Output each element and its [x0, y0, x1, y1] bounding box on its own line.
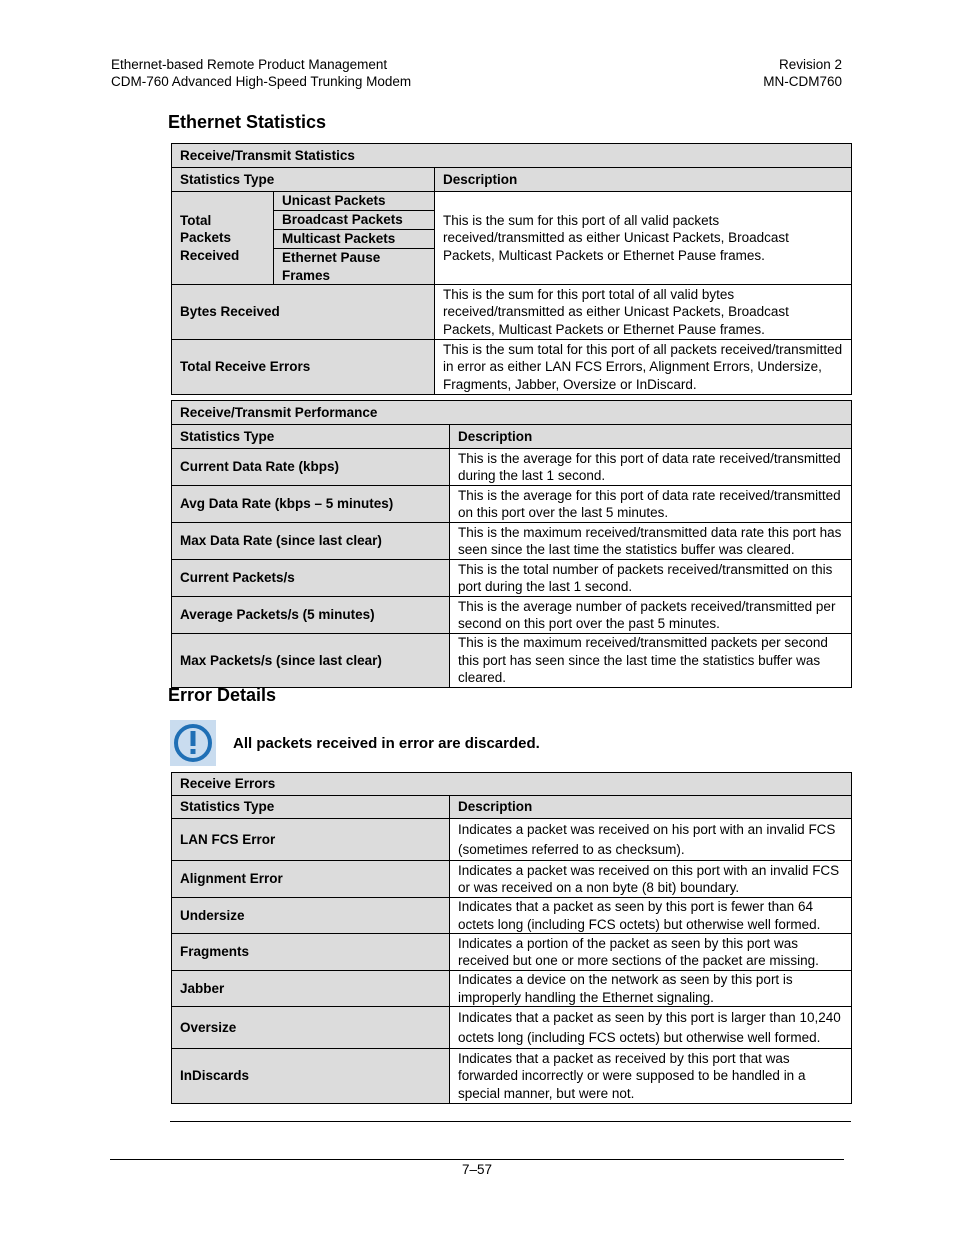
table-row [172, 934, 852, 971]
statistics-type-cell: Jabber [172, 971, 450, 1007]
statistics-type-cell: Undersize [172, 898, 450, 934]
rx-tx-performance-table [171, 400, 852, 688]
statistics-type-cell: Bytes Received [172, 285, 435, 340]
table-row [172, 861, 852, 898]
statistics-type-cell: InDiscards [172, 1049, 450, 1104]
table-row [172, 634, 852, 688]
table-row [172, 560, 852, 597]
description-cell: Indicates that a packet as received by this port that was forwarded incorrectly or were supposed to be handled in a special manner, but were not. [450, 1049, 852, 1104]
description-cell: This is the total number of packets received/transmitted on this port during the last 1 second. [450, 560, 852, 597]
table-row [172, 192, 852, 211]
header-left [111, 56, 411, 90]
statistics-type-cell: LAN FCS Error [172, 819, 450, 861]
table-header-row [172, 168, 852, 192]
column-header-description: Description [450, 796, 852, 819]
table-caption-row [172, 144, 852, 168]
note-text: All packets received in error are discarded. [233, 735, 540, 752]
table-caption: Receive Errors [172, 773, 852, 796]
table-row [172, 285, 852, 340]
table-caption-row [172, 773, 852, 796]
column-header-description: Description [435, 168, 852, 192]
subtype-broadcast-packets: Broadcast Packets [274, 211, 435, 230]
column-header-type: Statistics Type [172, 796, 450, 819]
description-cell: This is the sum for this port total of all valid bytes received/transmitted as either Unicast Packets, Broadcast Packets, Multicast Packets or Ethernet Pause frames. [435, 285, 852, 340]
statistics-type-cell: Current Packets/s [172, 560, 450, 597]
page-number: 7–57 [461, 1162, 493, 1177]
receive-errors-table [171, 772, 852, 1104]
description-cell: This is the sum total for this port of all packets received/transmitted in error as either LAN FCS Errors, Alignment Errors, Undersize, Fragments, Jabber, Oversize or InDiscard. [435, 340, 852, 395]
table-row [172, 1049, 852, 1104]
total-packets-label-line2: Received [180, 247, 240, 263]
header-right [763, 56, 842, 90]
description-cell: This is the maximum received/transmitted data rate this port has seen since the last time the statistics buffer was cleared. [450, 523, 852, 560]
header-product-name: CDM-760 Advanced High-Speed Trunking Modem [111, 74, 412, 89]
description-cell: This is the average for this port of data rate received/transmitted during the last 1 second. [450, 449, 852, 486]
header-doc-number: MN-CDM760 [763, 74, 842, 89]
statistics-type-cell: Total Receive Errors [172, 340, 435, 395]
statistics-type-cell: Avg Data Rate (kbps – 5 minutes) [172, 486, 450, 523]
column-header-description: Description [450, 425, 852, 449]
table-row [172, 1007, 852, 1049]
section-heading-ethernet-statistics: Ethernet Statistics [168, 112, 327, 132]
statistics-type-cell: Alignment Error [172, 861, 450, 898]
section-heading-error-details: Error Details [168, 685, 277, 705]
table-row [172, 597, 852, 634]
table-header-row [172, 425, 852, 449]
table-row [172, 971, 852, 1007]
total-packets-description: This is the sum for this port of all valid packets received/transmitted as either Unicast Packets, Broadcast Packets, Multicast Packets or Ethernet Pause frames. [435, 192, 852, 285]
section-end-divider [170, 1121, 851, 1122]
description-cell: Indicates that a packet as seen by this port is larger than 10,240 octets long (including FCS octets) but otherwise well formed. [450, 1007, 852, 1049]
info-note-icon [170, 720, 216, 766]
table-row [172, 486, 852, 523]
description-cell: Indicates that a packet as seen by this port is fewer than 64 octets long (including FCS octets) but otherwise well formed. [450, 898, 852, 934]
statistics-type-cell: Average Packets/s (5 minutes) [172, 597, 450, 634]
description-cell: Indicates a packet was received on this port with an invalid FCS or was received on a non byte (8 bit) boundary. [450, 861, 852, 898]
subtype-ethernet-pause-frames: Ethernet Pause Frames [274, 249, 435, 285]
description-cell: This is the average number of packets received/transmitted per second on this port over the past 5 minutes. [450, 597, 852, 634]
statistics-type-cell: Current Data Rate (kbps) [172, 449, 450, 486]
statistics-type-cell: Fragments [172, 934, 450, 971]
column-header-type: Statistics Type [172, 168, 435, 192]
total-packets-received-label [172, 192, 274, 285]
description-cell: Indicates a portion of the packet as seen by this port was received but one or more sections of the packet are missing. [450, 934, 852, 971]
table-row [172, 819, 852, 861]
table-caption: Receive/Transmit Performance [172, 401, 852, 425]
column-header-type: Statistics Type [172, 425, 450, 449]
footer-divider [110, 1159, 844, 1160]
statistics-type-cell: Oversize [172, 1007, 450, 1049]
description-cell: Indicates a device on the network as seen by this port is improperly handling the Ethernet signaling. [450, 971, 852, 1007]
header-revision: Revision 2 [778, 57, 842, 72]
table-caption-row [172, 401, 852, 425]
statistics-type-cell: Max Packets/s (since last clear) [172, 634, 450, 688]
table-row [172, 898, 852, 934]
subtype-unicast-packets: Unicast Packets [274, 192, 435, 211]
total-packets-label-line1: Total Packets [180, 212, 232, 246]
table-row [172, 449, 852, 486]
table-header-row [172, 796, 852, 819]
description-cell: This is the average for this port of data rate received/transmitted on this port over the last 5 minutes. [450, 486, 852, 523]
rx-tx-statistics-table [171, 143, 852, 395]
table-caption: Receive/Transmit Statistics [172, 144, 852, 168]
description-cell: Indicates a packet was received on his port with an invalid FCS (sometimes referred to as checksum). [450, 819, 852, 861]
statistics-type-cell: Max Data Rate (since last clear) [172, 523, 450, 560]
table-row [172, 523, 852, 560]
header-doc-title: Ethernet-based Remote Product Management [111, 57, 388, 72]
description-cell: This is the maximum received/transmitted packets per second this port has seen since the last time the statistics buffer was cleared. [450, 634, 852, 688]
subtype-multicast-packets: Multicast Packets [274, 230, 435, 249]
table-row [172, 340, 852, 395]
